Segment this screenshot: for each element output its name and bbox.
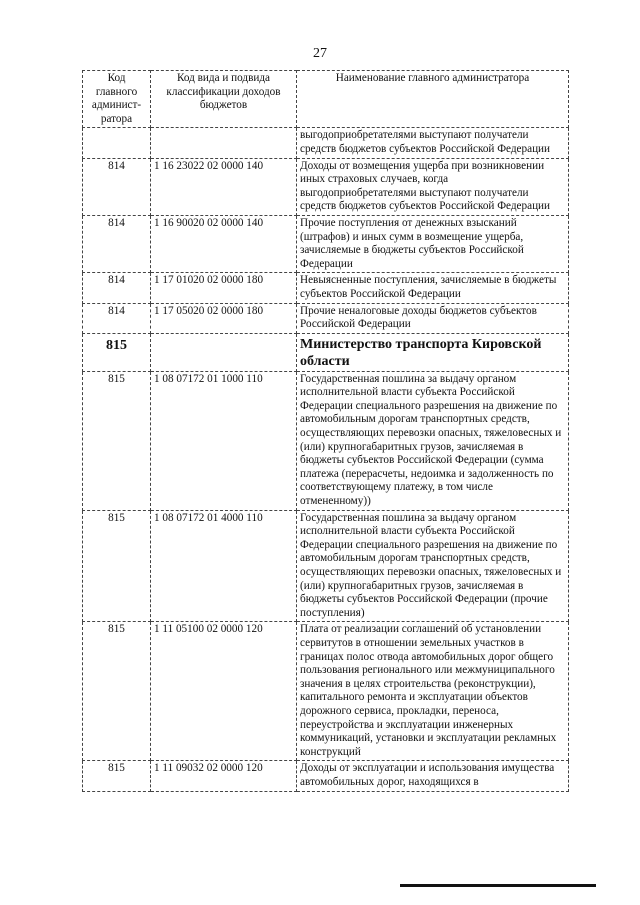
- cell-admin-code: 815: [83, 333, 151, 371]
- cell-admin-name: Доходы от возмещения ущерба при возникновении иных страховых случаев, когда выгодоприобретателями выступают получатели средств бюджетов субъектов Российской Федерации: [297, 158, 569, 215]
- cell-revenue-code: 1 11 05100 02 0000 120: [151, 622, 297, 761]
- table-row: [83, 622, 569, 761]
- cell-admin-name: Государственная пошлина за выдачу органом исполнительной власти субъекта Российской Федерации специального разрешения на движение по автомобильным дорогам транспортных средств, осуществляющих перевозки опасных, тяжеловесных и (или) крупногабаритных грузов, зачисляемая в бюджеты субъектов Российской Федерации (сумма платежа (перерасчеты, недоимка и задолженность по соответствующему платежу, в том числе отмененному)): [297, 371, 569, 510]
- header-admin-name: Наименование главного администратора: [297, 71, 569, 128]
- cell-admin-code: 815: [83, 371, 151, 510]
- cell-admin-code: 814: [83, 158, 151, 215]
- table-row: [83, 273, 569, 303]
- cell-revenue-code: [151, 333, 297, 371]
- cell-admin-code: 815: [83, 510, 151, 622]
- header-revenue-code: Код вида и подвида классификации доходов бюджетов: [151, 71, 297, 128]
- cell-admin-code: 815: [83, 761, 151, 791]
- cell-admin-name: выгодоприобретателями выступают получатели средств бюджетов субъектов Российской Федерации: [297, 128, 569, 158]
- table-row: [83, 761, 569, 791]
- table-section-row: [83, 333, 569, 371]
- cell-admin-code: 814: [83, 215, 151, 272]
- cell-revenue-code: 1 17 01020 02 0000 180: [151, 273, 297, 303]
- cell-revenue-code: 1 17 05020 02 0000 180: [151, 303, 297, 333]
- cell-admin-code: 814: [83, 273, 151, 303]
- cell-admin-name: Прочие неналоговые доходы бюджетов субъектов Российской Федерации: [297, 303, 569, 333]
- table-row: [83, 128, 569, 158]
- table-header-row: [83, 71, 569, 128]
- cell-revenue-code: [151, 128, 297, 158]
- table-row: [83, 158, 569, 215]
- cell-admin-code: 815: [83, 622, 151, 761]
- table-row: [83, 303, 569, 333]
- table-row: [83, 215, 569, 272]
- cell-admin-code: [83, 128, 151, 158]
- footer-rule: [400, 884, 596, 887]
- cell-admin-name: Прочие поступления от денежных взысканий (штрафов) и иных сумм в возмещение ущерба, зачисляемые в бюджеты субъектов Российской Федерации: [297, 215, 569, 272]
- cell-admin-name: Плата от реализации соглашений об установлении сервитутов в отношении земельных участков в границах полос отвода автомобильных дорог общего пользования регионального или межмуниципального значения в целях строительства (реконструкции), капитального ремонта и эксплуатации объектов дорожного сервиса, прокладки, переноса, переустройства и эксплуатации инженерных коммуникаций, установки и эксплуатации рекламных конструкций: [297, 622, 569, 761]
- cell-admin-name: Доходы от эксплуатации и использования имущества автомобильных дорог, находящихся в: [297, 761, 569, 791]
- cell-admin-code: 814: [83, 303, 151, 333]
- page-number: 27: [313, 46, 327, 61]
- cell-revenue-code: 1 08 07172 01 1000 110: [151, 371, 297, 510]
- header-admin-code: Код главного админист-ратора: [83, 71, 151, 128]
- revenue-admin-table: [82, 70, 569, 792]
- cell-revenue-code: 1 16 90020 02 0000 140: [151, 215, 297, 272]
- cell-admin-name: Невыясненные поступления, зачисляемые в бюджеты субъектов Российской Федерации: [297, 273, 569, 303]
- table-row: [83, 371, 569, 510]
- cell-revenue-code: 1 08 07172 01 4000 110: [151, 510, 297, 622]
- cell-admin-name: Министерство транспорта Кировской области: [297, 333, 569, 371]
- table-row: [83, 510, 569, 622]
- cell-admin-name: Государственная пошлина за выдачу органом исполнительной власти субъекта Российской Федерации специального разрешения на движение по автомобильным дорогам транспортных средств, осуществляющих перевозки опасных, тяжеловесных и (или) крупногабаритных грузов, зачисляемая в бюджеты субъектов Российской Федерации (прочие поступления): [297, 510, 569, 622]
- cell-revenue-code: 1 16 23022 02 0000 140: [151, 158, 297, 215]
- cell-revenue-code: 1 11 09032 02 0000 120: [151, 761, 297, 791]
